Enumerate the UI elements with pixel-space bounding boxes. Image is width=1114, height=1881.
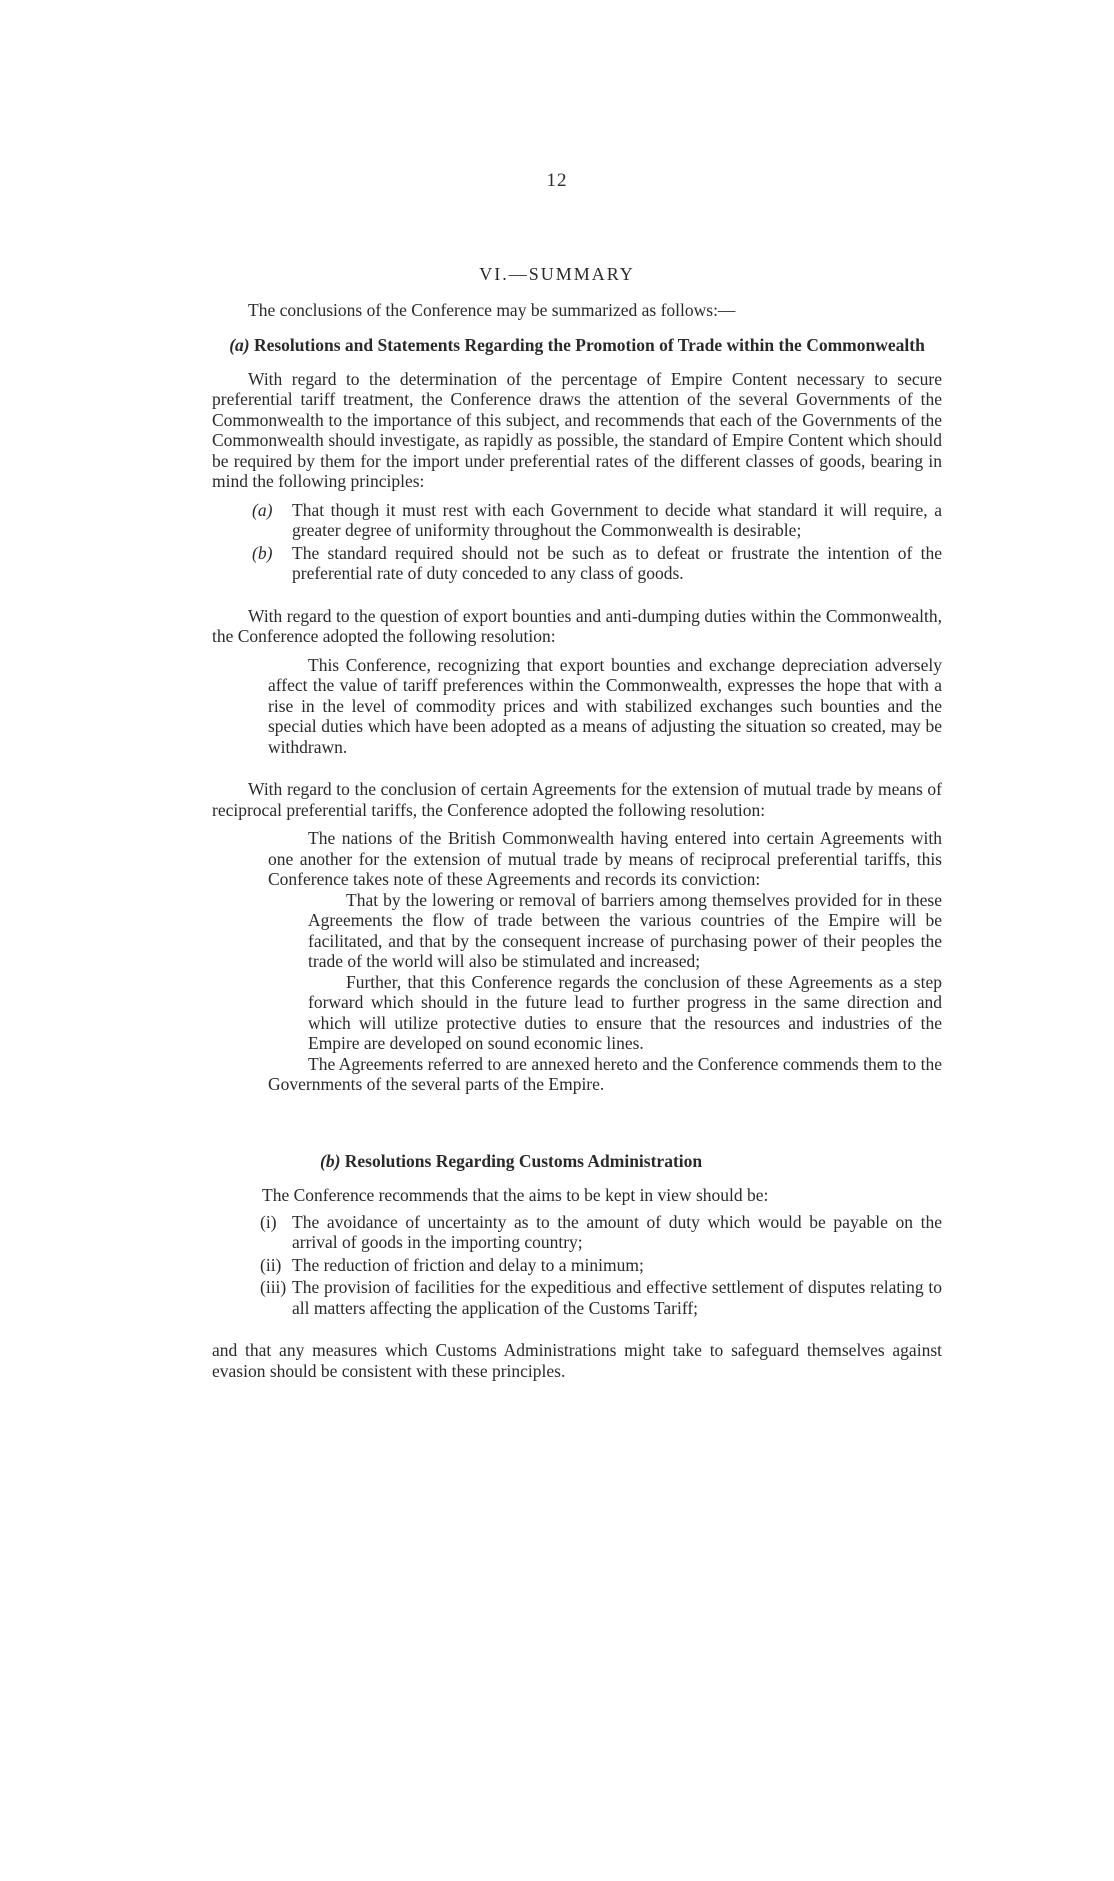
resolution-points (268, 890, 942, 1054)
summary-intro: The conclusions of the Conference may be summarized as follows:— (248, 300, 736, 320)
section-title: VI.—SUMMARY (479, 264, 635, 284)
resolution-point: That by the lowering or removal of barriers among themselves provided for in these Agreements the flow of trade between the various countries of the Empire will be facilitated, and that by the consequent increase of purchasing power of their peoples the trade of the world will also be stimulated and increased; (308, 889, 942, 971)
section-a-heading-text: Resolutions and Statements Regarding the Promotion of Trade within the Commonwealth (253, 334, 925, 355)
list-item-text: The avoidance of uncertainty as to the amount of duty which would be payable on the arrival of goods in the importing country; (292, 1211, 942, 1252)
list-item (212, 1255, 942, 1276)
list-item-label: (ii) (260, 1254, 282, 1275)
section-a-heading (212, 335, 942, 355)
list-item-label: (iii) (260, 1277, 287, 1297)
list-item-label: (b) (252, 542, 273, 563)
customs-intro: The Conference recommends that the aims to be kept in view should be: (262, 1185, 769, 1205)
export-bounties-resolution (212, 655, 942, 758)
export-bounties-paragraph: With regard to the question of export bounties and anti-dumping duties within the Commonwealth, the Conference adopted the following resolution: (212, 605, 942, 646)
list-item-text: The reduction of friction and delay to a minimum; (292, 1254, 644, 1275)
section-a-mark: (a) (229, 334, 250, 355)
list-item-text: The provision of facilities for the expeditious and effective settlement of disputes relating to all matters affecting the application of the Customs Tariff; (292, 1277, 942, 1318)
spacer (212, 1117, 942, 1151)
list-item-label: (a) (252, 499, 273, 520)
agreements-paragraph: With regard to the conclusion of certain Agreements for the extension of mutual trade by means of reciprocal preferential tariffs, the Conference adopted the following resolution: (212, 779, 942, 820)
page-number: 12 (546, 170, 568, 191)
list-item (212, 1277, 942, 1318)
empire-content-paragraph: With regard to the determination of the percentage of Empire Content necessary to secure preferential tariff treatment, the Conference draws the attention of the several Governments of the Commonwealth to the importance of this subject, and recommends that each of the Governments of the Commonwealth should investigate, as rapidly as possible, the standard of Empire Content which should be required by them for the import under preferential rates of the different classes of goods, bearing in mind the following principles: (212, 368, 942, 491)
list-item (212, 543, 942, 584)
section-b-mark: (b) (320, 1150, 341, 1171)
resolution-closing: The Agreements referred to are annexed hereto and the Conference commends them to the Governments of the several parts of the Empire. (268, 1053, 942, 1094)
section-b-heading-text: Resolutions Regarding Customs Administration (344, 1150, 703, 1171)
list-item (212, 500, 942, 541)
list-item-text: That though it must rest with each Government to decide what standard it will require, a greater degree of uniformity throughout the Commonwealth is desirable; (292, 499, 942, 540)
agreements-resolution (212, 828, 942, 1095)
customs-aims-list (212, 1212, 942, 1319)
list-item (212, 1212, 942, 1253)
list-item-label: (i) (260, 1211, 277, 1232)
resolution-text: This Conference, recognizing that export bounties and exchange depreciation adversely affect the value of tariff preferences within the Commonwealth, expresses the hope that with a rise in the level of commodity prices and with stabilized exchanges such bounties and the special duties which have been adopted as a means of adjusting the situation so created, may be withdrawn. (268, 654, 942, 757)
list-item-text: The standard required should not be such as to defeat or frustrate the intention of the preferential rate of duty conceded to any class of goods. (292, 542, 942, 583)
principles-list (212, 500, 942, 584)
document-body (212, 300, 942, 1381)
resolution-intro: The nations of the British Commonwealth having entered into certain Agreements with one another for the extension of mutual trade by means of reciprocal preferential tariffs, this Conference takes note of these Agreements and records its conviction: (268, 828, 942, 889)
customs-closing: and that any measures which Customs Administrations might take to safeguard themselves against evasion should be consistent with these principles. (212, 1340, 942, 1381)
resolution-point: Further, that this Conference regards the conclusion of these Agreements as a step forward which should in the future lead to further progress in the same direction and which will utilize protective duties to ensure that the resources and industries of the Empire are developed on sound economic lines. (308, 971, 942, 1053)
section-b-heading (212, 1151, 942, 1172)
